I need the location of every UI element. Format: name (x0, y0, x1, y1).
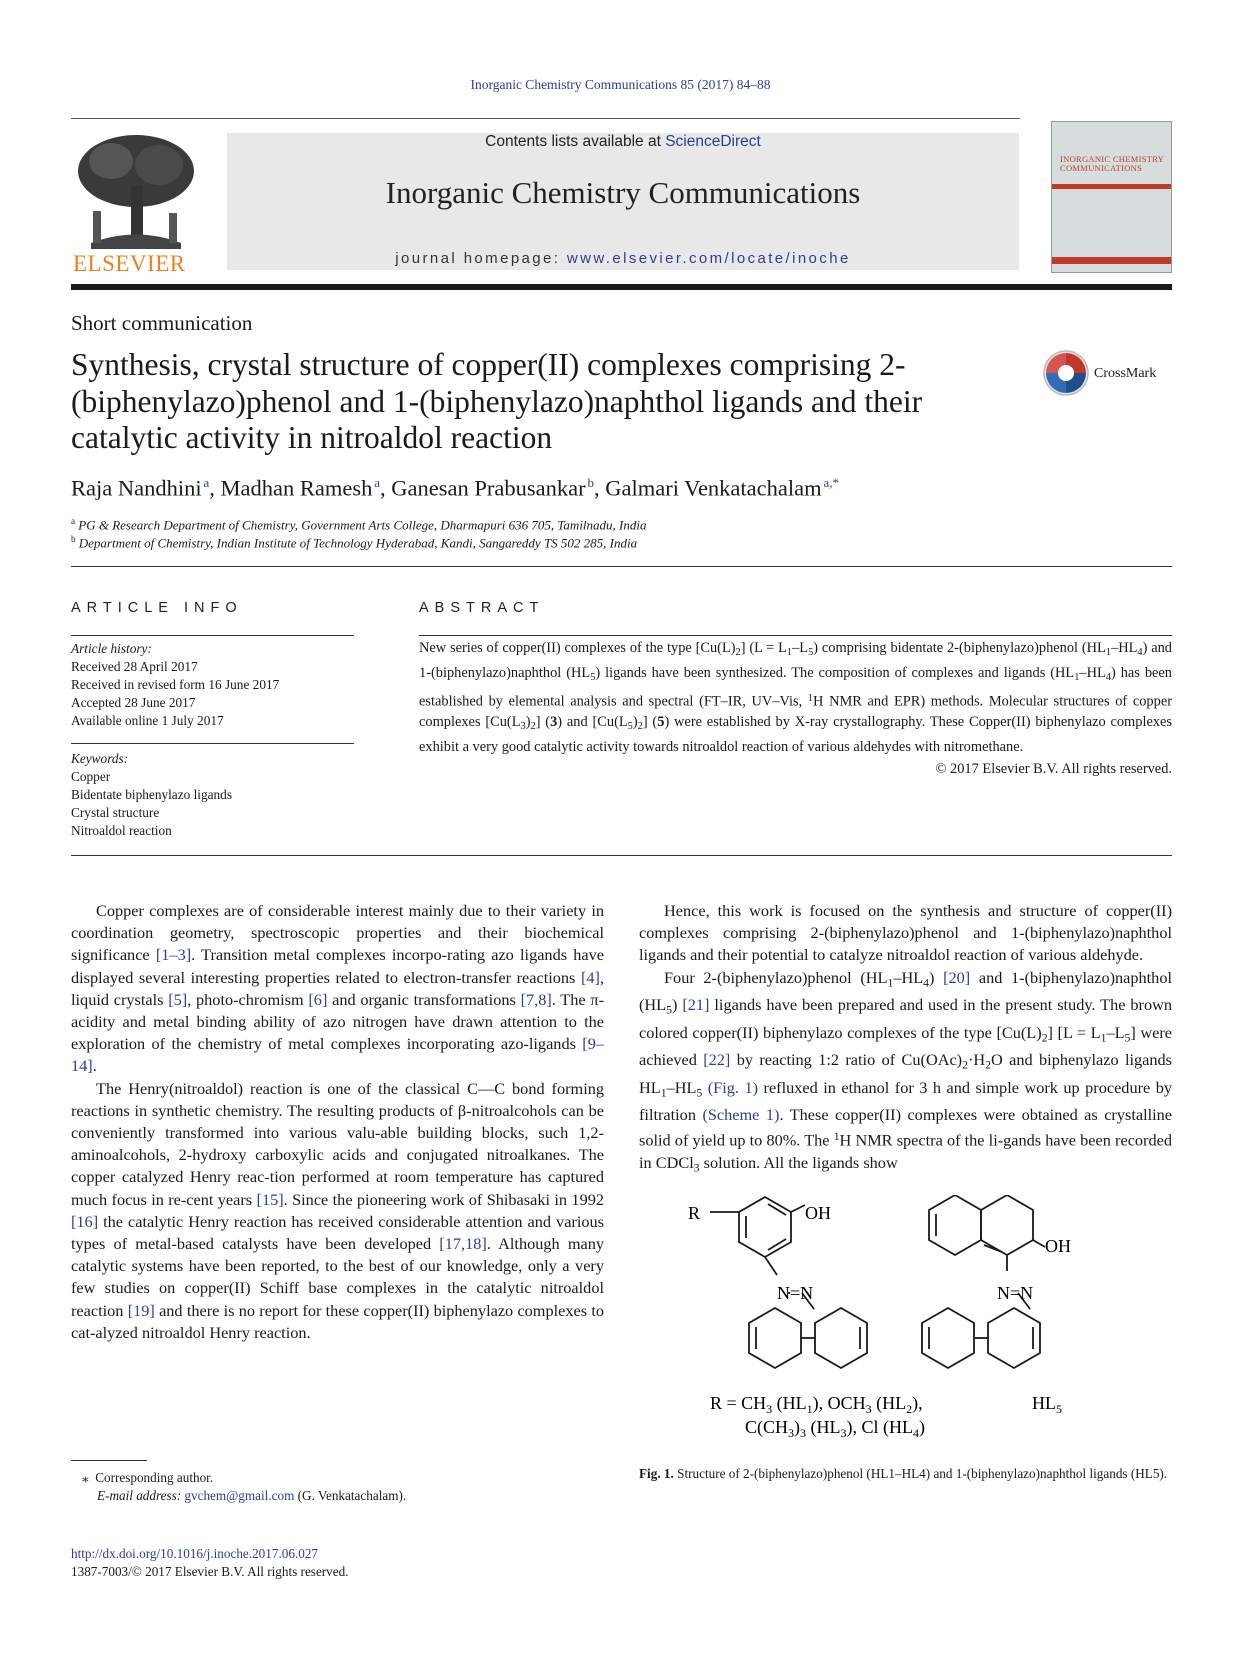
journal-reference[interactable]: Inorganic Chemistry Communications 85 (2017) 84–88 (470, 77, 771, 92)
figure-1-structures (680, 1195, 1160, 1443)
figure-caption (639, 1465, 1172, 1483)
history-item: Received 28 April 2017 (71, 659, 198, 674)
contents-prefix: Contents lists available at (485, 133, 666, 150)
citation-link[interactable]: [4] (580, 967, 600, 987)
abstract-heading: ABSTRACT (419, 600, 545, 616)
azo-label: N=N (777, 1283, 814, 1303)
abstract-rule (419, 635, 1172, 636)
history-item: Available online 1 July 2017 (71, 713, 224, 728)
affiliation (71, 516, 647, 533)
azo-label: N=N (997, 1283, 1034, 1303)
citation-link[interactable]: [21] (682, 995, 710, 1015)
affiliation-text: Department of Chemistry, Indian Institute of Technology Hyderabad, Kandi, Sangareddy TS 502 285, India (78, 535, 638, 551)
homepage-link[interactable]: www.elsevier.com/locate/inoche (566, 250, 851, 267)
keywords-label: Keywords: (71, 751, 129, 766)
info-rule (71, 743, 354, 744)
r-definition-line-2: $C(CH_3)_3$ $(HL_3)$, Cl $(HL_4)$ (745, 1417, 926, 1440)
sciencedirect-link[interactable]: ScienceDirect (665, 133, 761, 150)
r-definition-line-1: $R = CH_3$ $(HL_1)$, $OCH_3$ $(HL_2)$, (710, 1393, 923, 1416)
crossmark-label[interactable]: CrossMark (1094, 366, 1157, 381)
cover-title: INORGANIC CHEMISTRY COMMUNICATIONS (1060, 154, 1164, 173)
author-mark[interactable]: a (203, 475, 210, 490)
citation-link[interactable]: [19] (127, 1300, 155, 1320)
author-name: Galmari Venkatachalam (605, 475, 822, 501)
abstract-text: New series of copper(II) complexes of the type $[Cu(L)_2] (L = L_1-L_5)$ comprising bidentate 2-(biphenylazo)phenol $(HL_1-HL_4)$ and 1-(biphenylazo)naphthol $(HL_5)$ ligands have been synthesized. The composition of complexes and ligands $(HL_1-HL_4)$ has been established by elemental analysis and spectral (FT–IR, UV–Vis, $^1$H NMR and EPR) methods. Molecular structures of copper complexes $[Cu(L_3)_2]$ (3) and $[Cu(L_5)_2]$ (5) were established by X-ray crystallography. These Copper(II) biphenylazo complexes exhibit a very good catalytic activity towards nitroaldol reaction of various aldehydes with nitromethane. (419, 640, 1173, 756)
email-note (97, 1487, 406, 1505)
corresponding-label: Corresponding author. (95, 1470, 214, 1485)
body-left-column (71, 900, 604, 1344)
keyword: Bidentate biphenylazo ligands (71, 787, 232, 802)
author-name: Madhan Ramesh (220, 475, 373, 501)
affiliation-text: PG & Research Department of Chemistry, Government Arts College, Dharmapuri 636 705, Tamilnadu, India (78, 517, 647, 533)
caption-text: Structure of 2-(biphenylazo)phenol (HL1–HL4) and 1-(biphenylazo)naphthol ligands (HL5). (673, 1466, 1168, 1481)
issn-line: 1387-7003/© 2017 Elsevier B.V. All rights reserved. (71, 1564, 349, 1579)
keyword: Nitroaldol reaction (71, 823, 172, 838)
citation-link[interactable]: [7,8] (520, 989, 552, 1009)
citation-link[interactable]: [17,18] (439, 1234, 487, 1254)
author-name: Raja Nandhini (71, 475, 202, 501)
header-thick-rule (71, 284, 1172, 290)
caption-label: Fig. 1. (639, 1466, 674, 1481)
citation-link[interactable]: [22] (703, 1050, 731, 1070)
body-paragraph: Copper complexes are of considerable interest mainly due to their variety in coordination geometry, spectroscopic properties and their biochemical significance [1–3]. Transition metal complexes incorpo-rating azo ligands have displayed several interesting properties related to electron-transfer reactions [4], liquid crystals [5], photo-chromism [6] and organic transformations [7,8]. The π-acidity and metal binding ability of azo nitrogen have drawn attention to the exploration of the chemistry of metal complexes incorporating azo-ligands [9–14]. (71, 901, 604, 1076)
citation-link[interactable]: [9–14] (71, 1034, 604, 1076)
journal-cover-thumbnail[interactable] (1051, 121, 1172, 273)
figure-link[interactable]: (Fig. 1) (707, 1077, 759, 1097)
affiliation (71, 534, 637, 551)
scheme-link[interactable]: (Scheme 1) (702, 1105, 780, 1125)
citation-link[interactable]: [5] (168, 989, 188, 1009)
keyword: Crystal structure (71, 805, 160, 820)
citation-link[interactable]: [16] (71, 1211, 99, 1231)
footnote-rule (71, 1460, 147, 1461)
abstract-copyright: © 2017 Elsevier B.V. All rights reserved. (935, 761, 1172, 777)
doi-line (71, 1545, 318, 1563)
r-group-label: R (688, 1203, 701, 1223)
author-list: Raja Nandhini $^a$, Madhan Ramesh $^a$, Ganesan Prabusankar $^b$, Galmari Venkatachalam $^{a,*}$ (71, 475, 840, 501)
info-rule (71, 635, 354, 636)
oh-label: OH (805, 1203, 831, 1223)
history-item: Received in revised form 16 June 2017 (71, 677, 280, 692)
contents-line (227, 133, 1019, 151)
journal-title: Inorganic Chemistry Communications (385, 175, 861, 210)
email-suffix: (G. Venkatachalam). (294, 1488, 407, 1503)
footnote-star: ⁎ (82, 1470, 89, 1485)
body-paragraph: Hence, this work is focused on the synthesis and structure of copper(II) complexes comprising 2-(biphenylazo)phenol and 1-(biphenylazo)naphthol ligands and their potential to catalyze nitroaldol reaction of various aldehyde. (639, 901, 1172, 965)
elsevier-wordmark: ELSEVIER (73, 251, 186, 276)
history-label: Article history: (71, 641, 152, 656)
keywords (71, 750, 232, 840)
email-label: E-mail address: (97, 1488, 185, 1503)
abstract-end-rule (71, 855, 1172, 856)
keyword: Copper (71, 769, 111, 784)
citation-link[interactable]: [15] (256, 1189, 284, 1209)
history-item: Accepted 28 June 2017 (71, 695, 196, 710)
homepage-prefix: journal homepage: (395, 250, 567, 267)
author-mark[interactable]: a (374, 475, 381, 490)
corresponding-author-note (82, 1469, 213, 1487)
email-link[interactable]: gvchem@gmail.com (184, 1488, 295, 1503)
body-right-column (639, 900, 1172, 1179)
journal-homepage (227, 250, 1019, 267)
affiliation-mark: b (71, 534, 76, 544)
cover-footer-band (1052, 257, 1171, 264)
author-mark[interactable]: b (587, 475, 594, 490)
author-name: Ganesan Prabusankar (391, 475, 586, 501)
title-rule (71, 566, 1172, 567)
body-paragraph: Four 2-(biphenylazo)phenol $(HL_1-HL_4)$ [20] and 1-(biphenylazo)naphthol $(HL_5)$ [21] ligands have been prepared and used in the present study. The brown colored copper(II) biphenylazo complexes of the type $[Cu(L)_2] [L = L_1-L_5]$ were achieved [22] by reacting 1:2 ratio of $Cu(OAc)_2\cdot H_2O$ and biphenylazo ligands $HL_1-HL_5$ (Fig. 1) refluxed in ethanol for 3 h and simple work up procedure by filtration (Scheme 1). These copper(II) complexes were obtained as crystalline solid of yield up to 80%. The $^1$H NMR spectra of the li-gands have been recorded in CDCl$_3$ solution. All the ligands show (639, 967, 1173, 1174)
citation-link[interactable]: [20] (943, 967, 971, 987)
crossmark-icon[interactable] (1041, 348, 1091, 398)
doi-link[interactable]: http://dx.doi.org/10.1016/j.inoche.2017.06.027 (71, 1546, 319, 1561)
body-paragraph: The Henry(nitroaldol) reaction is one of the classical C—C bond forming reactions in synthetic chemistry. The resulting products of β-nitroalcohols can be conveniently transformed into various valu-able building blocks, such 1,2-aminoalcohols, 2-hydroxy carboxylic acids and conjugated nitroalkanes. The copper catalyzed Henry reac-tion performed at room temperature has captured much focus in re-cent years [15]. Since the pioneering work of Shibasaki in 1992 [16] the catalytic Henry reaction has received considerable attention and various types of metal-based catalysts have been developed [17,18]. Although many catalytic systems have been reported, to the best of our knowledge, only a very few studies on copper(II) Schiff base complexes in the catalytic nitroaldol reaction [19] and there is no report for these copper(II) biphenylazo complexes to cat-alyzed nitroaldol Henry reaction. (71, 1078, 604, 1342)
author-mark[interactable]: a,* (823, 475, 840, 490)
citation-link[interactable]: [1–3] (155, 945, 192, 965)
citation-link[interactable]: [6] (308, 989, 328, 1009)
article-type: Short communication (71, 311, 253, 335)
article-title: Synthesis, crystal structure of copper(II) complexes comprising 2-(biphenylazo)phenol and 1-(biphenylazo)naphthol ligands and their catalytic activity in nitroaldol reaction (71, 347, 923, 455)
hl5-label: $HL_5$ (1032, 1393, 1062, 1416)
article-info-heading: ARTICLE INFO (71, 600, 243, 616)
article-history (71, 640, 279, 730)
cover-band (1052, 184, 1171, 189)
affiliation-mark: a (71, 516, 75, 526)
header-rule (71, 118, 1020, 119)
oh-label: OH (1045, 1236, 1071, 1256)
